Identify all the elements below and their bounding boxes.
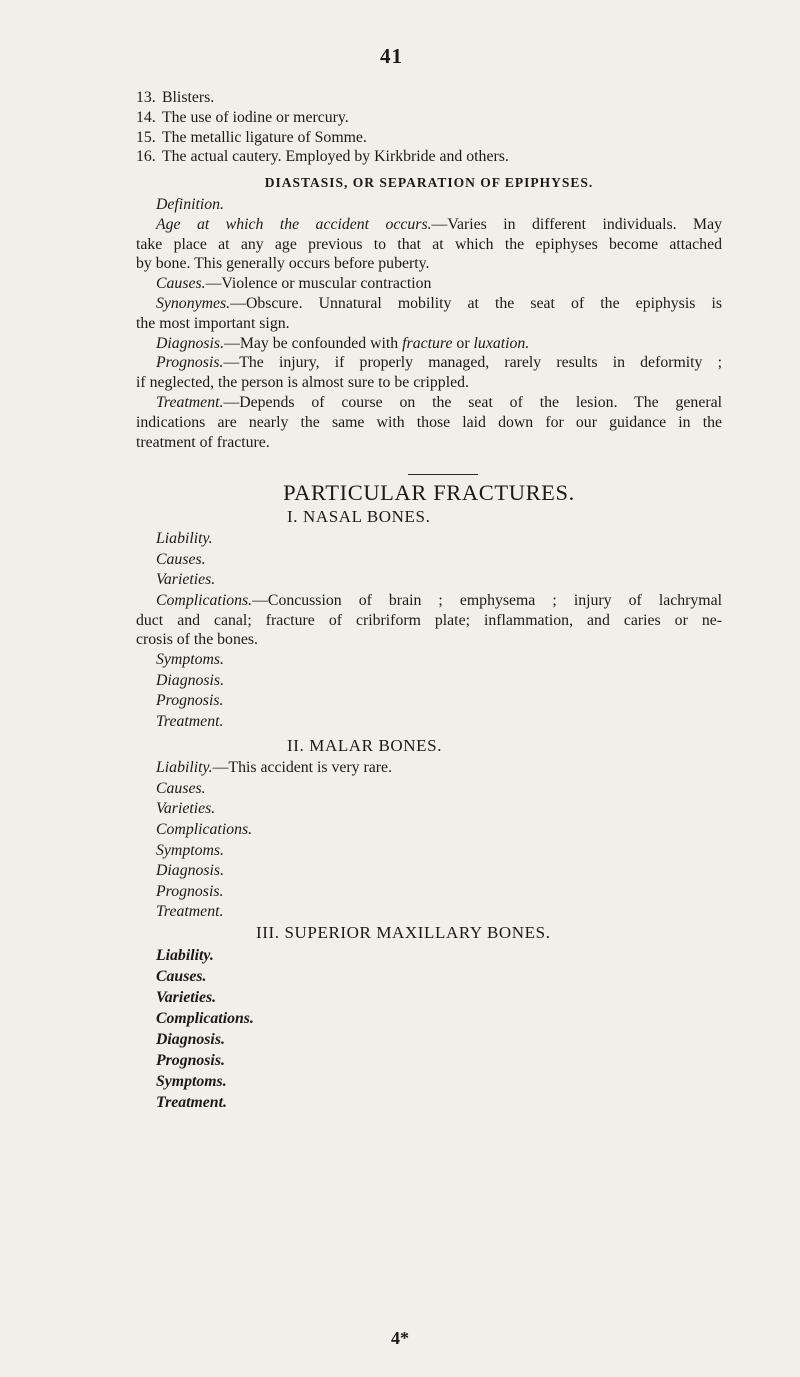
nasal-bones-section bbox=[136, 529, 722, 591]
signature-mark: 4* bbox=[391, 1328, 409, 1348]
nasal-complications-line-3: crosis of the bones. bbox=[136, 631, 258, 649]
prognosis-line-2: if neglected, the person is almost sure to be crippled. bbox=[136, 374, 469, 392]
maxillary-treatment: Treatment. bbox=[156, 1093, 227, 1111]
treatment-line-3: treatment of fracture. bbox=[136, 433, 270, 451]
nasal-liability: Liability. bbox=[156, 529, 213, 547]
maxillary-causes: Causes. bbox=[156, 967, 207, 985]
nasal-diagnosis: Diagnosis. bbox=[156, 671, 225, 689]
age-line-1: Age at which the accident occurs.—Varies in different individuals. May bbox=[156, 215, 722, 233]
list-item-16: 16. The actual cautery. Employed by Kirkbride and others. bbox=[136, 148, 509, 166]
page-content bbox=[136, 88, 722, 1113]
numbered-list bbox=[136, 88, 722, 167]
nasal-bones-section-rest bbox=[136, 650, 722, 732]
list-item-15: 15. The metallic ligature of Somme. bbox=[136, 128, 367, 146]
diastasis-heading: DIASTASIS, OR SEPARATION OF EPIPHYSES. bbox=[264, 175, 594, 191]
diagnosis-line: Diagnosis.—May be confounded with fracture or luxation. bbox=[156, 334, 530, 352]
malar-liability: Liability.—This accident is very rare. bbox=[156, 759, 393, 777]
page-number: 41 bbox=[380, 44, 403, 68]
treatment-line-1: Treatment.—Depends of course on the seat of the lesion. The general bbox=[156, 393, 722, 411]
nasal-symptoms: Symptoms. bbox=[156, 651, 225, 669]
maxillary-bones-section bbox=[136, 945, 722, 1113]
nasal-treatment: Treatment. bbox=[156, 712, 224, 730]
maxillary-symptoms: Symptoms. bbox=[156, 1072, 227, 1090]
synonymes-line-2: the most important sign. bbox=[136, 314, 290, 332]
malar-varieties: Varieties. bbox=[156, 800, 216, 818]
section-divider bbox=[408, 474, 478, 475]
synonymes-line-1: Synonymes.—Obscure. Unnatural mobility at the seat of the epiphysis is bbox=[156, 294, 722, 312]
maxillary-complications: Complications. bbox=[156, 1009, 254, 1027]
list-item-13: 13. Blisters. bbox=[136, 89, 215, 106]
particular-fractures-title: PARTICULAR FRACTURES. bbox=[283, 480, 575, 506]
causes-line: Causes.—Violence or muscular contraction bbox=[156, 275, 432, 293]
nasal-prognosis: Prognosis. bbox=[156, 692, 224, 710]
diastasis-section bbox=[136, 195, 722, 452]
malar-bones-section bbox=[136, 758, 722, 923]
age-line-2: take place at any age previous to that at which the epiphyses become attached bbox=[136, 235, 722, 253]
nasal-bones-heading: I. NASAL BONES. bbox=[287, 507, 431, 527]
prognosis-line-1: Prognosis.—The injury, if properly managed, rarely results in deformity ; bbox=[156, 354, 722, 372]
nasal-complications bbox=[136, 591, 722, 650]
maxillary-diagnosis: Diagnosis. bbox=[156, 1030, 225, 1048]
maxillary-varieties: Varieties. bbox=[156, 988, 217, 1006]
nasal-complications-line-2: duct and canal; fracture of cribriform plate; inflammation, and caries or ne- bbox=[136, 611, 722, 629]
definition-line: Definition. bbox=[156, 195, 225, 213]
malar-causes: Causes. bbox=[156, 779, 206, 797]
age-line-3: by bone. This generally occurs before puberty. bbox=[136, 255, 430, 273]
nasal-varieties: Varieties. bbox=[156, 571, 216, 589]
maxillary-prognosis: Prognosis. bbox=[156, 1051, 225, 1069]
malar-bones-heading: II. MALAR BONES. bbox=[287, 736, 443, 756]
list-item-14: 14. The use of iodine or mercury. bbox=[136, 108, 349, 126]
malar-symptoms: Symptoms. bbox=[156, 841, 225, 859]
maxillary-bones-heading: III. SUPERIOR MAXILLARY BONES. bbox=[256, 923, 551, 943]
maxillary-liability: Liability. bbox=[156, 946, 214, 964]
malar-treatment: Treatment. bbox=[156, 903, 224, 921]
treatment-line-2: indications are nearly the same with those laid down for our guidance in the bbox=[136, 413, 722, 431]
nasal-complications-line-1: Complications.—Concussion of brain ; emphysema ; injury of lachrymal bbox=[156, 591, 722, 609]
malar-complications: Complications. bbox=[156, 821, 253, 839]
malar-diagnosis: Diagnosis. bbox=[156, 862, 225, 880]
nasal-causes: Causes. bbox=[156, 550, 206, 568]
malar-prognosis: Prognosis. bbox=[156, 882, 224, 900]
